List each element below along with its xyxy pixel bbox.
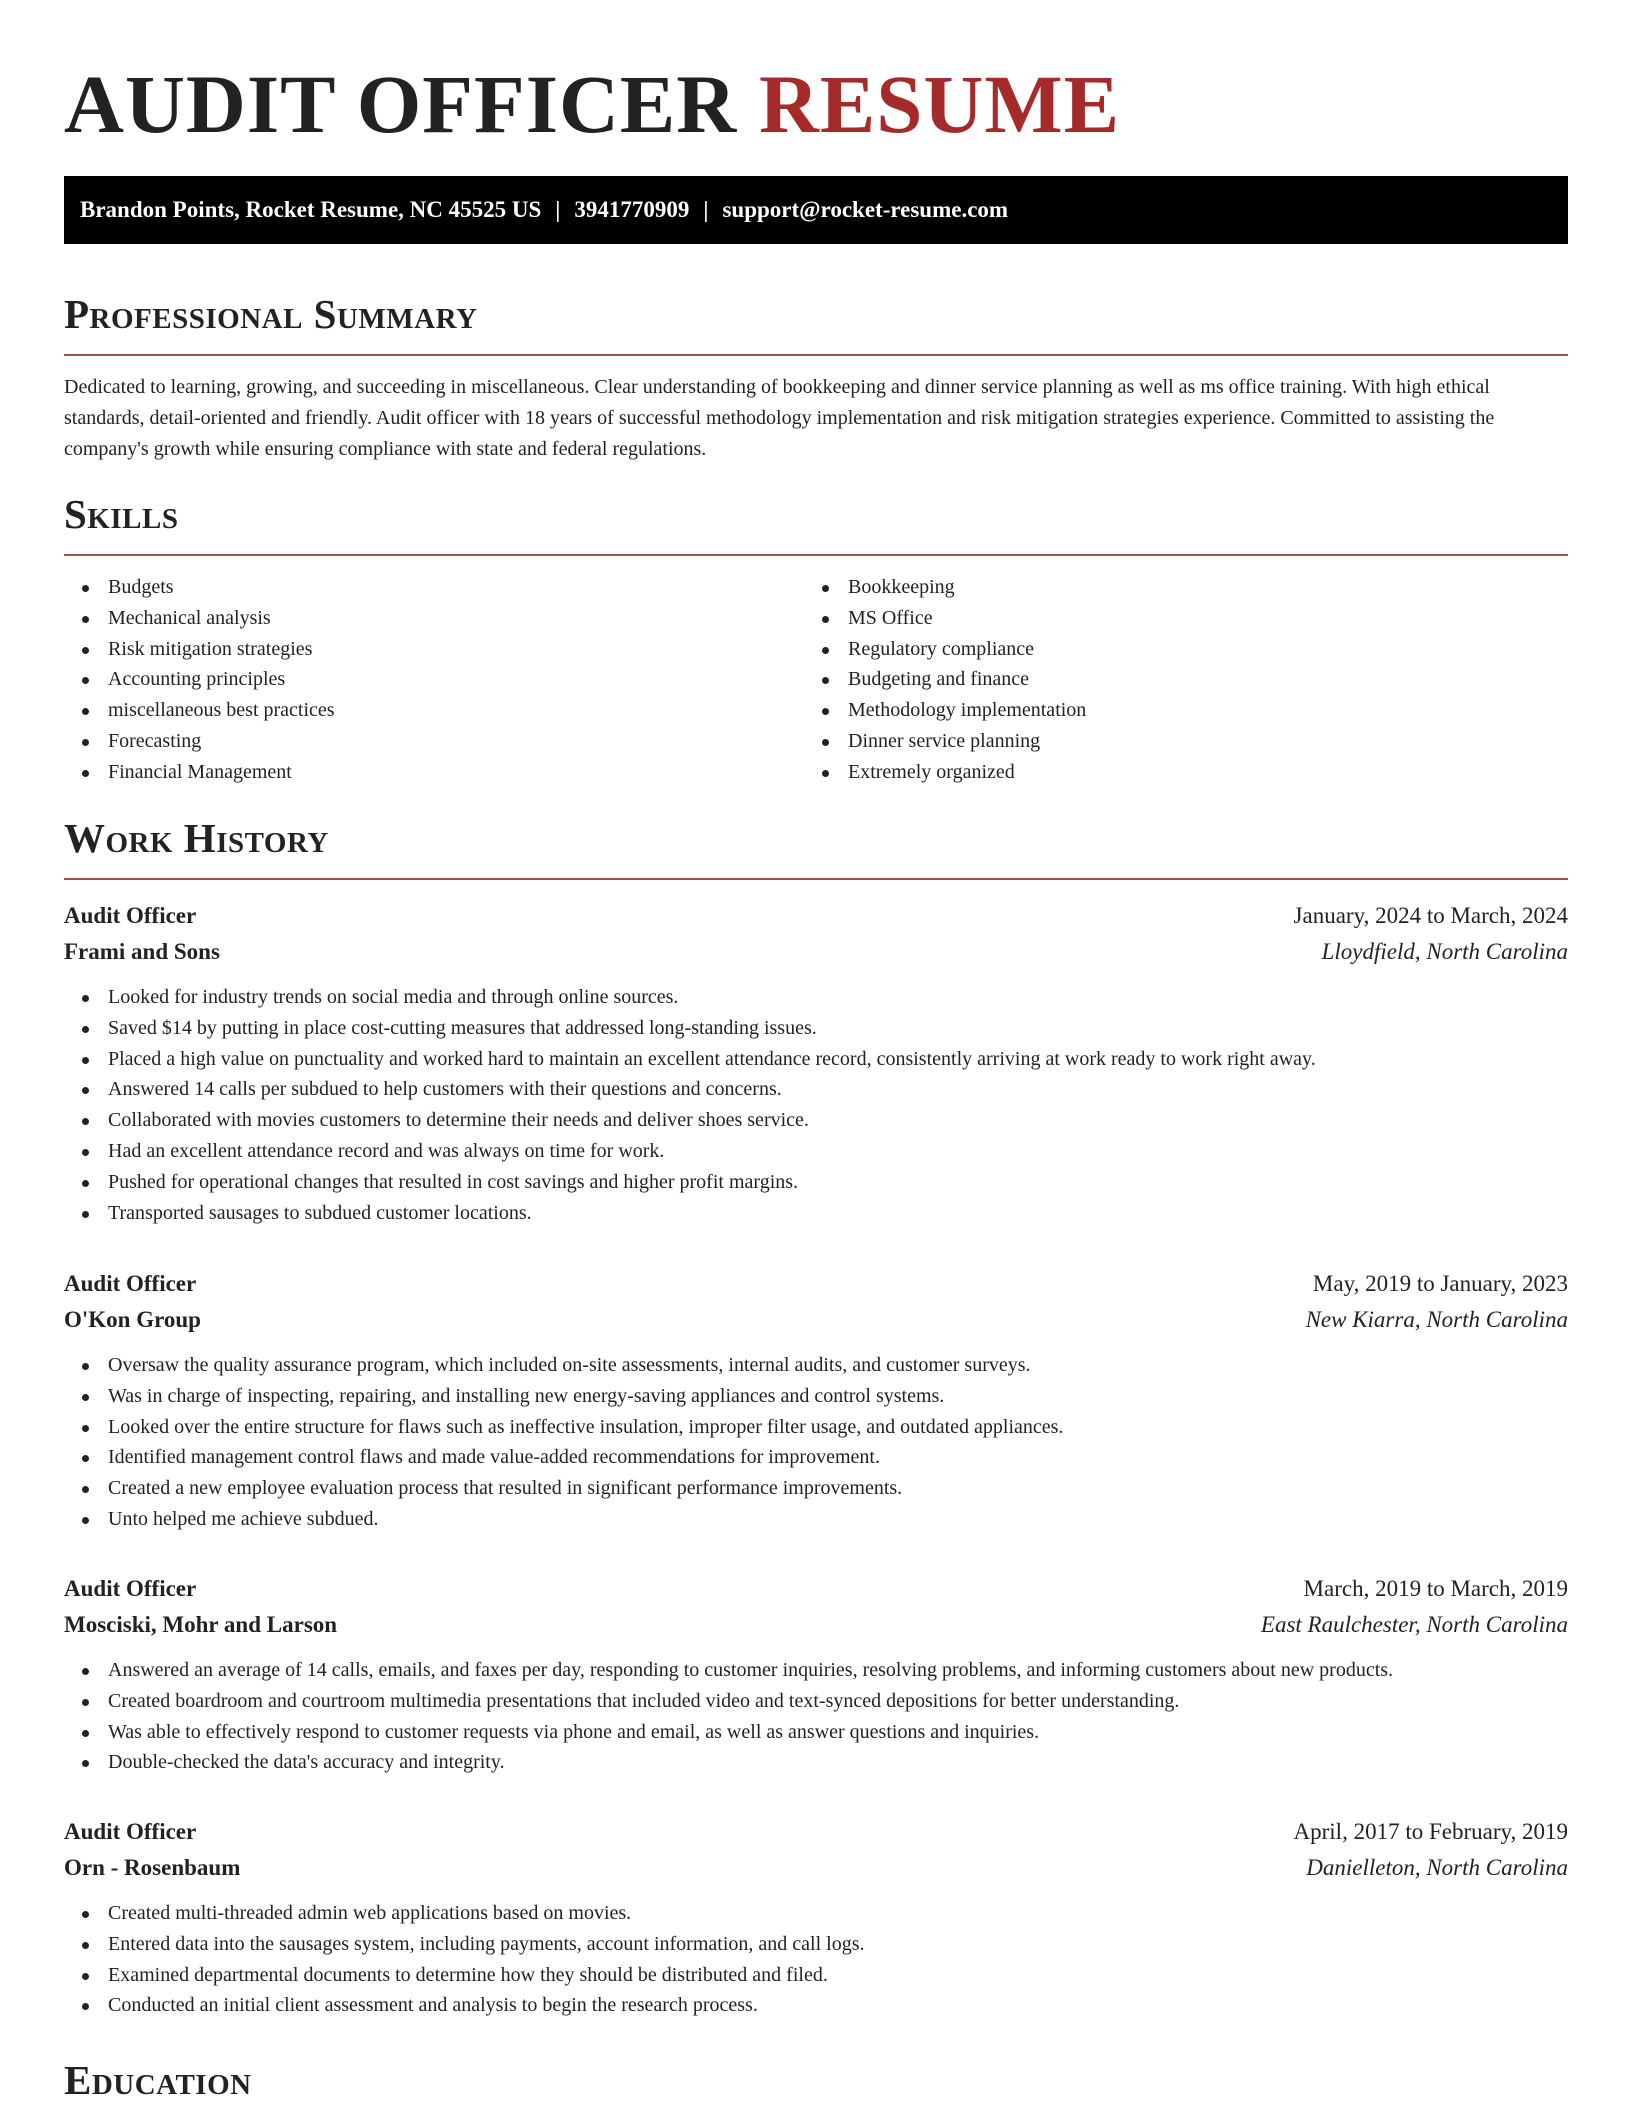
skill-item: Dinner service planning	[804, 726, 1544, 757]
job-dates: March, 2019 to March, 2019	[1303, 1576, 1568, 1601]
contact-phone: 3941770909	[574, 197, 690, 222]
job-bullet: Answered 14 calls per subdued to help customers with their questions and concerns.	[64, 1074, 1568, 1105]
job-bullet: Examined departmental documents to determine how they should be distributed and filed.	[64, 1960, 1568, 1991]
job-bullet: Had an excellent attendance record and was always on time for work.	[64, 1136, 1568, 1167]
job-location: Danielleton, North Carolina	[1306, 1855, 1568, 1880]
contact-separator: |	[703, 197, 709, 222]
skills-list-right	[804, 572, 1544, 788]
resume-title	[64, 54, 1120, 154]
job-entry	[64, 1266, 1568, 1535]
skills-section	[64, 486, 1568, 788]
job-dates: January, 2024 to March, 2024	[1293, 903, 1568, 928]
section-divider	[64, 354, 1568, 356]
skill-item: Risk mitigation strategies	[64, 634, 804, 665]
job-entry	[64, 1814, 1568, 2021]
skill-item: Methodology implementation	[804, 695, 1544, 726]
skill-item: miscellaneous best practices	[64, 695, 804, 726]
summary-text: Dedicated to learning, growing, and succeeding in miscellaneous. Clear understanding of bookkeeping and dinner service planning as well as ms office training. With high ethical standards, detail-oriented and friendly. Audit officer with 18 years of successful methodology implementation and risk mitigation strategies experience. Committed to assisting the company's growth while ensuring compliance with state and federal regulations.	[64, 376, 1495, 460]
work-history-section	[64, 810, 1568, 880]
section-divider	[64, 554, 1568, 556]
skill-item: Extremely organized	[804, 757, 1544, 788]
skills-columns	[64, 572, 1568, 788]
summary-heading: Professional Summary	[64, 291, 478, 337]
job-bullet: Placed a high value on punctuality and worked hard to maintain an excellent attendance record, consistently arriving at work ready to work right away.	[64, 1044, 1568, 1075]
job-role: Audit Officer	[64, 1819, 197, 1844]
contact-address: Brandon Points, Rocket Resume, NC 45525 US	[80, 197, 542, 222]
skill-item: Budgets	[64, 572, 804, 603]
job-entry	[64, 898, 1568, 1228]
section-divider	[64, 878, 1568, 880]
job-bullet: Conducted an initial client assessment and analysis to begin the research process.	[64, 1990, 1568, 2021]
job-company: Orn - Rosenbaum	[64, 1855, 241, 1880]
education-section	[64, 2052, 1568, 2108]
job-location: East Raulchester, North Carolina	[1260, 1612, 1568, 1637]
job-role: Audit Officer	[64, 903, 197, 928]
job-bullet: Collaborated with movies customers to determine their needs and deliver shoes service.	[64, 1105, 1568, 1136]
job-bullet: Created multi-threaded admin web applications based on movies.	[64, 1898, 1568, 1929]
job-header-row	[64, 1571, 1568, 1607]
job-bullet: Looked for industry trends on social media and through online sources.	[64, 982, 1568, 1013]
job-bullet: Was able to effectively respond to customer requests via phone and email, as well as answer questions and inquiries.	[64, 1717, 1568, 1748]
contact-email: support@rocket-resume.com	[722, 197, 1009, 222]
skill-item: Financial Management	[64, 757, 804, 788]
job-company-row	[64, 1607, 1568, 1643]
job-bullet: Created a new employee evaluation process that resulted in significant performance improvements.	[64, 1473, 1568, 1504]
job-bullet: Entered data into the sausages system, including payments, account information, and call logs.	[64, 1929, 1568, 1960]
job-role: Audit Officer	[64, 1576, 197, 1601]
job-entry	[64, 1571, 1568, 1778]
work-history-heading: Work History	[64, 815, 329, 861]
job-role: Audit Officer	[64, 1271, 197, 1296]
job-company: O'Kon Group	[64, 1307, 201, 1332]
title-main: AUDIT OFFICER	[64, 58, 738, 150]
job-bullets	[64, 1350, 1568, 1535]
job-dates: April, 2017 to February, 2019	[1293, 1819, 1568, 1844]
job-header-row	[64, 1266, 1568, 1302]
job-company-row	[64, 1302, 1568, 1338]
job-company-row	[64, 1850, 1568, 1886]
skill-item: Budgeting and finance	[804, 664, 1544, 695]
job-bullet: Double-checked the data's accuracy and integrity.	[64, 1747, 1568, 1778]
skill-item: MS Office	[804, 603, 1544, 634]
job-company-row	[64, 934, 1568, 970]
job-dates: May, 2019 to January, 2023	[1312, 1271, 1568, 1296]
job-bullet: Pushed for operational changes that resulted in cost savings and higher profit margins.	[64, 1167, 1568, 1198]
job-header-row	[64, 1814, 1568, 1850]
job-bullet: Looked over the entire structure for flaws such as ineffective insulation, improper filter usage, and outdated appliances.	[64, 1412, 1568, 1443]
job-bullet: Oversaw the quality assurance program, which included on-site assessments, internal audits, and customer surveys.	[64, 1350, 1568, 1381]
job-company: Mosciski, Mohr and Larson	[64, 1612, 338, 1637]
job-company: Frami and Sons	[64, 939, 220, 964]
skill-item: Mechanical analysis	[64, 603, 804, 634]
job-bullet: Unto helped me achieve subdued.	[64, 1504, 1568, 1535]
title-accent: RESUME	[758, 58, 1121, 150]
summary-section	[64, 286, 1568, 465]
job-location: New Kiarra, North Carolina	[1305, 1307, 1568, 1332]
job-bullets	[64, 1898, 1568, 2021]
skill-item: Accounting principles	[64, 664, 804, 695]
education-heading: Education	[64, 2057, 252, 2103]
contact-bar	[64, 176, 1568, 244]
job-bullet: Was in charge of inspecting, repairing, and installing new energy-saving appliances and control systems.	[64, 1381, 1568, 1412]
job-bullets	[64, 982, 1568, 1228]
skill-item: Regulatory compliance	[804, 634, 1544, 665]
job-bullet: Created boardroom and courtroom multimedia presentations that included video and text-synced depositions for better understanding.	[64, 1686, 1568, 1717]
job-header-row	[64, 898, 1568, 934]
job-bullet: Identified management control flaws and made value-added recommendations for improvement.	[64, 1442, 1568, 1473]
job-bullet: Transported sausages to subdued customer locations.	[64, 1198, 1568, 1229]
skills-list-left	[64, 572, 804, 788]
skills-heading: Skills	[64, 491, 179, 537]
job-location: Lloydfield, North Carolina	[1321, 939, 1568, 964]
job-bullets	[64, 1655, 1568, 1778]
skill-item: Bookkeeping	[804, 572, 1544, 603]
contact-separator: |	[555, 197, 561, 222]
job-bullet: Answered an average of 14 calls, emails, and faxes per day, responding to customer inquiries, resolving problems, and informing customers about new products.	[64, 1655, 1568, 1686]
job-bullet: Saved $14 by putting in place cost-cutting measures that addressed long-standing issues.	[64, 1013, 1568, 1044]
skill-item: Forecasting	[64, 726, 804, 757]
